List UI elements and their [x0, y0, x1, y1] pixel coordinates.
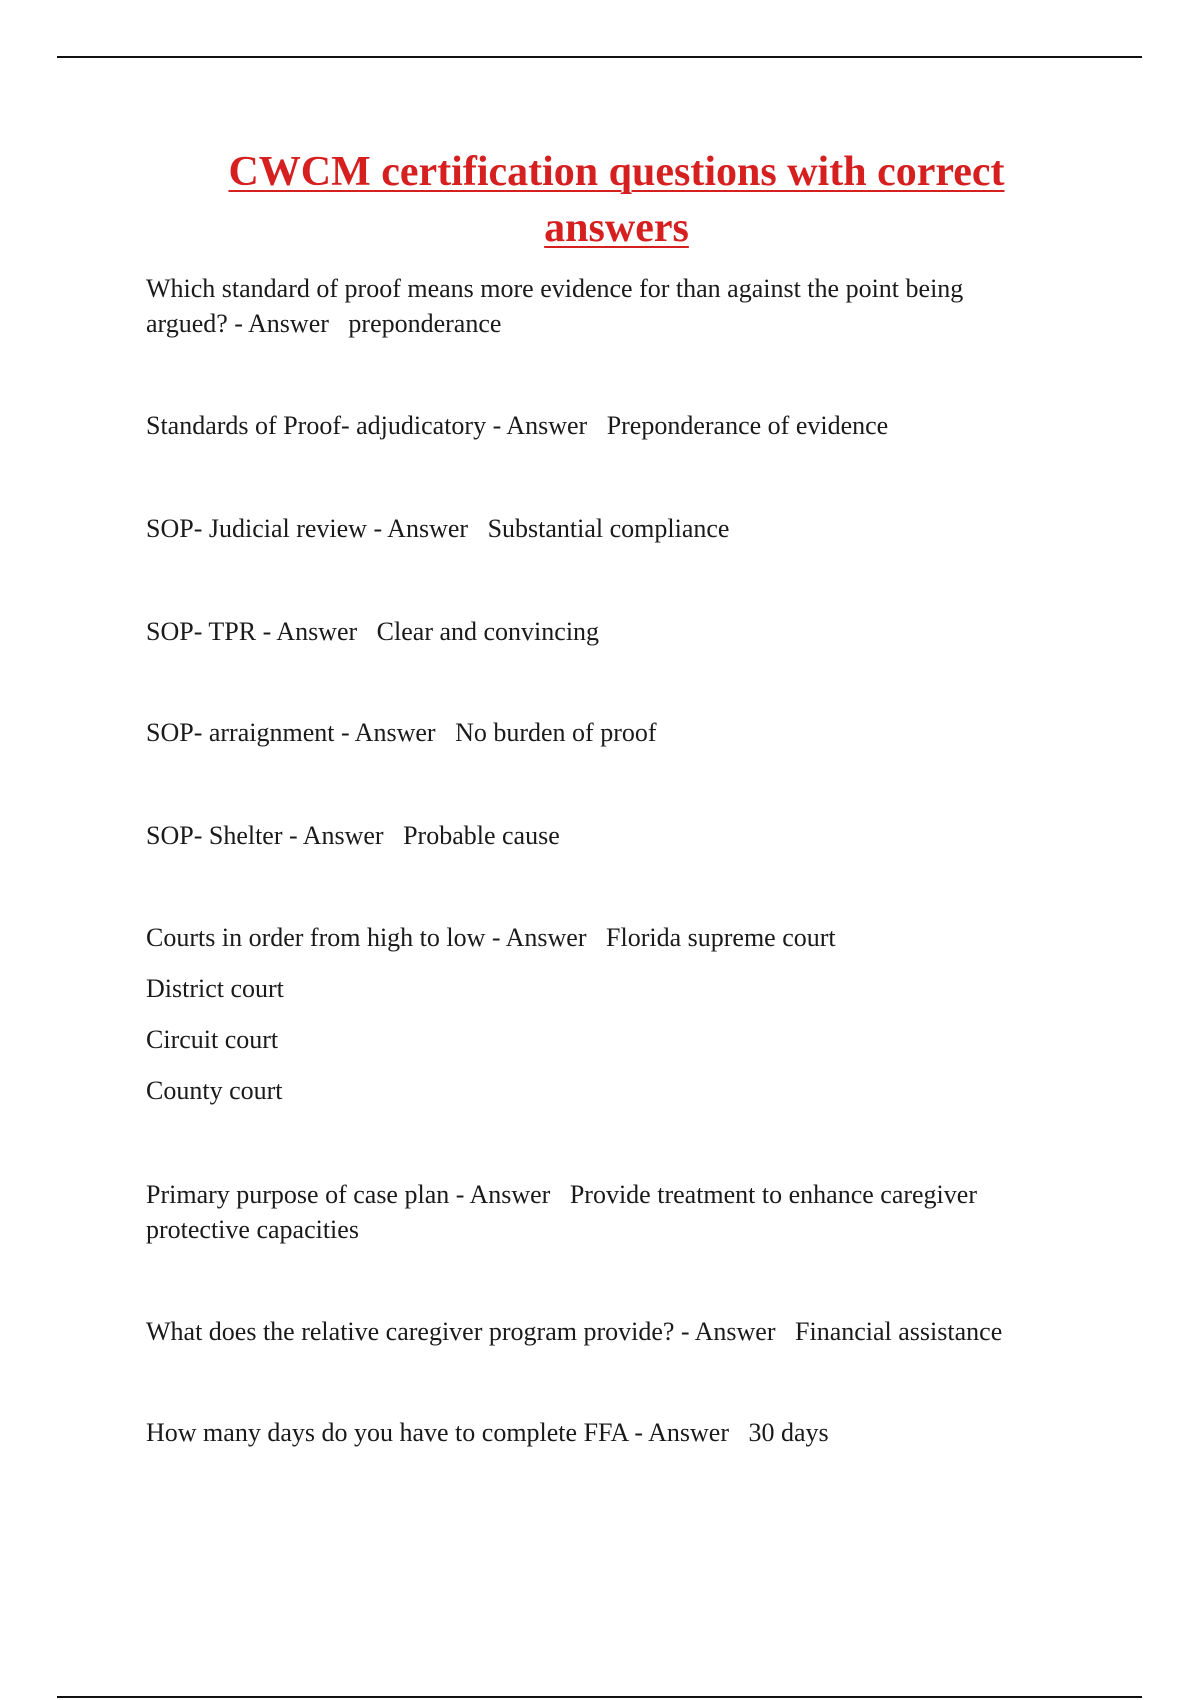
answer-text: Financial assistance: [795, 1317, 1003, 1346]
answer-text: Clear and convincing: [376, 617, 600, 646]
question-text: Courts in order from high to low - Answer: [146, 923, 587, 952]
bottom-rule: [57, 1696, 1142, 1698]
qa-item-8: [146, 1177, 1086, 1247]
question-text: Primary purpose of case plan - Answer: [146, 1180, 551, 1209]
qa-item-9: [146, 1314, 1086, 1349]
answer-text: Preponderance of evidence: [606, 411, 889, 440]
question-text: SOP- arraignment - Answer: [146, 718, 436, 747]
answer-line: District court: [146, 974, 284, 1003]
qa-item-1: [146, 271, 1086, 341]
question-text: How many days do you have to complete FFA - Answer: [146, 1418, 729, 1447]
answer-text: No burden of proof: [455, 718, 657, 747]
answer-text: preponderance: [348, 309, 502, 338]
qa-item-5: [146, 715, 1086, 750]
answer-line: Circuit court: [146, 1025, 279, 1054]
qa-item-10: [146, 1415, 1086, 1450]
qa-item-6: [146, 818, 1086, 853]
answer-line: County court: [146, 1076, 283, 1105]
qa-item-2: [146, 408, 1086, 443]
qa-item-4: [146, 614, 1086, 649]
document-title: [170, 144, 1063, 256]
qa-item-3: [146, 511, 1086, 546]
title-line-2: answers: [544, 205, 689, 251]
answer-text-cont: protective capacities: [146, 1215, 359, 1244]
question-text: SOP- Shelter - Answer: [146, 821, 384, 850]
question-text: Which standard of proof means more evidence for than against the point being: [146, 274, 964, 303]
title-line-1: CWCM certification questions with correct: [228, 149, 1005, 195]
answer-text: Florida supreme court: [606, 923, 836, 952]
answer-text: Substantial compliance: [487, 514, 730, 543]
answer-text: Provide treatment to enhance caregiver: [569, 1180, 977, 1209]
question-text: Standards of Proof- adjudicatory - Answer: [146, 411, 588, 440]
question-text-cont: argued? - Answer: [146, 309, 329, 338]
answer-text: 30 days: [748, 1418, 829, 1447]
top-rule: [57, 56, 1142, 58]
question-text: SOP- Judicial review - Answer: [146, 514, 469, 543]
question-text: SOP- TPR - Answer: [146, 617, 358, 646]
qa-item-7: [146, 920, 1086, 1116]
question-text: What does the relative caregiver program provide? - Answer: [146, 1317, 776, 1346]
answer-text: Probable cause: [403, 821, 560, 850]
